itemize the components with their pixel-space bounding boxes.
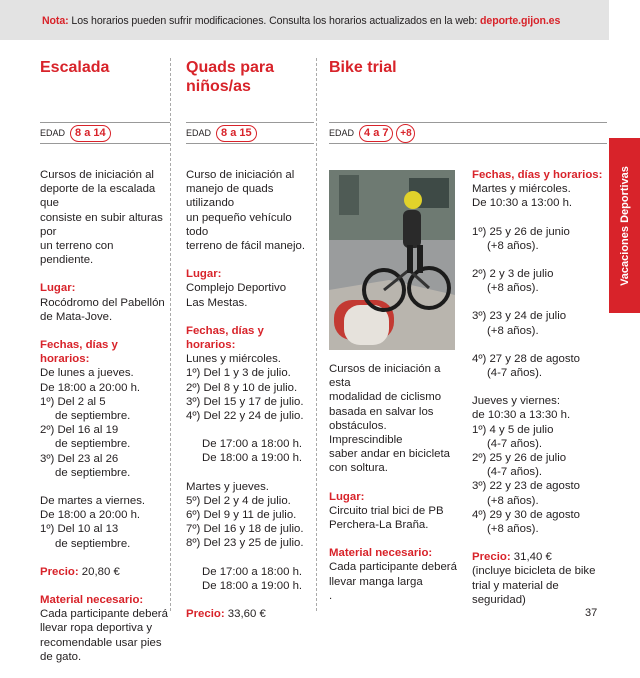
- bike-trial-illustration: [329, 170, 455, 350]
- escalada-material: Material necesario: Cada participante deberá llevar ropa deportiva y recomendable usar pies de gato.: [40, 594, 168, 663]
- quads-title-block: [186, 58, 274, 96]
- bike-age-plus8-badge: +8: [396, 124, 415, 143]
- quads-age-row: [186, 122, 314, 144]
- lugar-heading: Lugar:: [40, 282, 76, 295]
- bike-title: Bike trial: [329, 59, 397, 76]
- escalada-description: Cursos de iniciación al deporte de la escalada que consiste en subir alturas por un terreno con pendiente.: [40, 169, 163, 267]
- escalada-age-badge: 8 a 14: [70, 125, 111, 142]
- quads-schedule-2: Martes y jueves. 5º) Del 2 y 4 de julio. 6º) Del 9 y 11 de julio. 7º) Del 16 y 18 de julio. 8º) Del 23 y 25 de julio.: [186, 480, 304, 550]
- bike-age-row: [329, 122, 607, 144]
- quads-times-2: De 17:00 a 18:00 h. De 18:00 a 19:00 h.: [202, 565, 303, 592]
- bike-description: Cursos de iniciación a esta modalidad de ciclismo basada en salvar los obstáculos. Imprescindible saber andar en bicicleta con soltura.: [329, 363, 450, 475]
- bike-precio: Precio: 31,40 € (incluye bicicleta de bike trial y material de seguridad): [472, 551, 596, 606]
- quads-times-1: De 17:00 a 18:00 h. De 18:00 a 19:00 h.: [202, 438, 303, 465]
- escalada-age-row: [40, 122, 170, 144]
- escalada-body: [40, 168, 168, 678]
- note-bar: [0, 0, 609, 40]
- quads-title: Quads para niños/as: [186, 59, 275, 95]
- quads-body: [186, 168, 314, 635]
- bike-schedule-2: Jueves y viernes: de 10:30 a 13:30 h. 1º) 4 y 5 de julio (4-7 años). 2º) 25 y 26 de julio (4-7 años). 3º) 22 y 23 de agosto (+8 años). 4º) 29 y 30 de agosto (+8 años).: [472, 395, 581, 536]
- bike-body-left: [329, 362, 457, 617]
- age-label: EDAD: [186, 128, 212, 138]
- page-number: 37: [585, 607, 598, 619]
- bike-body-right: [472, 168, 604, 621]
- quads-age-badge: 8 a 15: [216, 125, 257, 142]
- bike-turn-2: 2º) 2 y 3 de julio (+8 años).: [472, 268, 554, 295]
- escalada-schedule-1: Fechas, días y horarios: De lunes a jueves. De 18:00 a 20:00 h. 1º) Del 2 al 5 de septiembre. 2º) Del 16 al 19 de septiembre. 3º) Del 23 al 26 de septiembre.: [40, 338, 168, 480]
- section-side-tab: [609, 138, 640, 313]
- bike-schedule-1: Fechas, días y horarios: Martes y miércoles. De 10:30 a 13:00 h.: [472, 169, 603, 210]
- side-tab-label: Vacaciones Deportivas: [618, 165, 631, 286]
- escalada-title: Escalada: [40, 59, 110, 76]
- quads-lugar: Lugar: Complejo Deportivo Las Mestas.: [186, 268, 287, 309]
- website-link[interactable]: deporte.gijon.es: [480, 15, 561, 27]
- escalada-precio: Precio: 20,80 €: [40, 565, 120, 578]
- escalada-lugar: Lugar: Rocódromo del Pabellón de Mata-Jove.: [40, 281, 168, 324]
- column-divider: [316, 58, 317, 611]
- schedule-note: [42, 15, 560, 27]
- bike-turn-1: 1º) 25 y 26 de junio (+8 años).: [472, 225, 570, 252]
- bike-material: Material necesario: Cada participante deberá llevar manga larga .: [329, 547, 457, 602]
- escalada-title-block: [40, 58, 109, 77]
- note-label: Nota:: [42, 15, 69, 27]
- bike-turn-4: 4º) 27 y 28 de agosto (4-7 años).: [472, 352, 581, 380]
- bike-title-block: [329, 58, 397, 77]
- bike-turn-3: 3º) 23 y 24 de julio (+8 años).: [472, 310, 567, 337]
- quads-description: Curso de iniciación al manejo de quads utilizando un pequeño vehículo todo terreno de fácil manejo.: [186, 169, 306, 253]
- bike-trial-photo: [329, 170, 455, 350]
- age-label: EDAD: [329, 128, 355, 138]
- quads-precio: Precio: 33,60 €: [186, 608, 266, 621]
- fechas-heading: Fechas, días y horarios:: [40, 339, 118, 366]
- column-divider: [170, 58, 171, 611]
- bike-age-badge: 4 a 7: [359, 125, 393, 142]
- age-label: EDAD: [40, 128, 66, 138]
- quads-schedule-1: Fechas, días y horarios: Lunes y miércoles. 1º) Del 1 y 3 de julio. 2º) Del 8 y 10 de julio. 3º) Del 15 y 17 de julio. 4º) Del 22 y 24 de julio.: [186, 324, 304, 423]
- note-text: Los horarios pueden sufrir modificaciones. Consulta los horarios actualizados en la web:: [71, 15, 478, 27]
- bike-lugar: Lugar: Circuito trial bici de PB Perchera-La Braña.: [329, 490, 444, 532]
- escalada-schedule-2: De martes a viernes. De 18:00 a 20:00 h. 1º) Del 10 al 13 de septiembre.: [40, 495, 146, 550]
